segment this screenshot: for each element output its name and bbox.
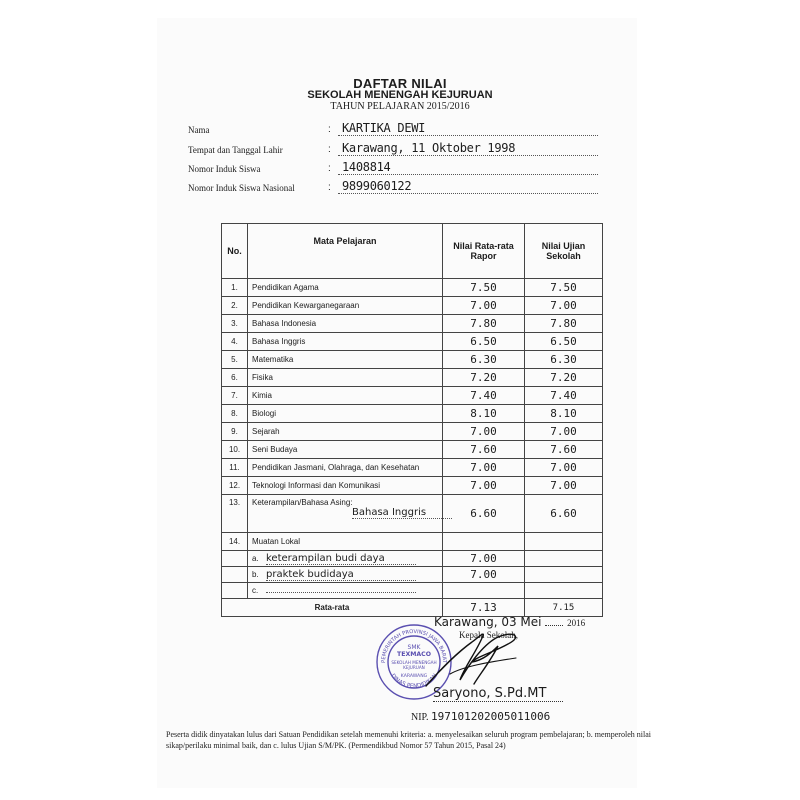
table-row [222, 387, 603, 405]
table-row [222, 441, 603, 459]
identity-value: KARTIKA DEWI [342, 121, 426, 135]
school-year: TAHUN PELAJARAN 2015/2016 [330, 101, 470, 112]
dotted-line [338, 135, 598, 136]
average-rapor: 7.13 [443, 599, 525, 617]
subrow-name: keterampilan budi daya [266, 553, 416, 565]
row-ujian: 7.00 [525, 297, 603, 315]
subrow-name: praktek budidaya [266, 569, 416, 581]
row-rapor-empty [443, 533, 525, 551]
subrow-subject [248, 567, 443, 583]
average-label: Rata-rata [222, 599, 443, 617]
identity-value: 9899060122 [342, 179, 412, 193]
table-row [222, 297, 603, 315]
table-header-row [222, 224, 603, 279]
row-no: 12. [222, 477, 248, 495]
signer-nip [411, 710, 550, 723]
row-ujian: 7.80 [525, 315, 603, 333]
row-no: 13. [222, 495, 248, 533]
table-row [222, 477, 603, 495]
row-subject: Bahasa Indonesia [248, 315, 443, 333]
subrow-letter: c. [252, 586, 259, 595]
row-ujian: 8.10 [525, 405, 603, 423]
row-ujian: 7.00 [525, 459, 603, 477]
row-no-empty [222, 567, 248, 583]
row-no: 8. [222, 405, 248, 423]
row-subject: Pendidikan Jasmani, Olahraga, dan Kesehatan [248, 459, 443, 477]
table-row-14 [222, 533, 603, 551]
subrow-subject [248, 583, 443, 599]
subrow-ujian [525, 583, 603, 599]
row-subject: Matematika [248, 351, 443, 369]
row-ujian: 6.60 [525, 495, 603, 533]
header-ujian: Nilai Ujian Sekolah [525, 224, 603, 279]
footer-note: Peserta didik dinyatakan lulus dari Satuan Pendidikan setelah memenuhi kriteria: a. menyelesaikan seluruh program pembelajaran; b. memperoleh nilai sikap/perilaku minimal baik, dan c. lulus Ujian S/M/PK. (Permendikbud Nomor 57 Tahun 2015, Pasal 24) [166, 730, 651, 750]
row-ujian: 6.50 [525, 333, 603, 351]
school-type: SEKOLAH MENENGAH KEJURUAN [307, 89, 493, 101]
row-ujian: 6.30 [525, 351, 603, 369]
table-row [222, 369, 603, 387]
average-ujian: 7.15 [525, 599, 603, 617]
row-subject-detail [252, 507, 442, 519]
row-subject-label: Keterampilan/Bahasa Asing: [252, 498, 353, 507]
row-no: 7. [222, 387, 248, 405]
row-no: 5. [222, 351, 248, 369]
subrow-name [266, 592, 416, 593]
identity-label: Nomor Induk Siswa Nasional [188, 183, 295, 193]
colon: : [328, 124, 331, 135]
row-ujian: 7.60 [525, 441, 603, 459]
identity-birth [188, 141, 598, 159]
row-ujian: 7.40 [525, 387, 603, 405]
row-rapor: 6.30 [443, 351, 525, 369]
identity-value: 1408814 [342, 160, 391, 174]
table-row [222, 315, 603, 333]
row-rapor: 7.20 [443, 369, 525, 387]
colon: : [328, 182, 331, 193]
table-row [222, 459, 603, 477]
row-subject: Seni Budaya [248, 441, 443, 459]
table-subrow [222, 583, 603, 599]
row-no: 4. [222, 333, 248, 351]
stamp-line-5: KARAWANG [400, 674, 428, 679]
foreign-language: Bahasa Inggris [352, 507, 452, 519]
subrow-ujian [525, 567, 603, 583]
row-no: 1. [222, 279, 248, 297]
row-subject: Kimia [248, 387, 443, 405]
dotted-line [338, 174, 598, 175]
table-row [222, 423, 603, 441]
row-no: 11. [222, 459, 248, 477]
row-rapor: 7.40 [443, 387, 525, 405]
table-row [222, 333, 603, 351]
stamp-arc-bottom: DINAS PENDIDIKAN [389, 672, 439, 690]
table-subrow [222, 567, 603, 583]
row-rapor: 7.60 [443, 441, 525, 459]
row-ujian: 7.00 [525, 423, 603, 441]
row-rapor: 7.00 [443, 459, 525, 477]
row-rapor: 7.00 [443, 297, 525, 315]
row-no: 10. [222, 441, 248, 459]
table-row [222, 279, 603, 297]
identity-nis [188, 160, 598, 178]
row-rapor: 7.00 [443, 477, 525, 495]
stamp-line-3: SEKOLAH MENENGAH [391, 660, 437, 665]
header-subject: Mata Pelajaran [248, 224, 443, 279]
row-rapor: 8.10 [443, 405, 525, 423]
identity-label: Nama [188, 125, 210, 135]
stamp-line-1: SMK [407, 644, 421, 651]
header-rapor: Nilai Rata-rata Rapor [443, 224, 525, 279]
average-row [222, 599, 603, 617]
row-subject: Fisika [248, 369, 443, 387]
row-ujian: 7.50 [525, 279, 603, 297]
row-no: 14. [222, 533, 248, 551]
subrow-subject [248, 551, 443, 567]
row-no: 2. [222, 297, 248, 315]
row-ujian: 7.00 [525, 477, 603, 495]
row-rapor: 6.60 [443, 495, 525, 533]
row-subject: Bahasa Inggris [248, 333, 443, 351]
signature-role: Kepala Sekolah, [459, 630, 518, 640]
row-rapor: 7.80 [443, 315, 525, 333]
row-subject: Teknologi Informasi dan Komunikasi [248, 477, 443, 495]
header-no: No. [222, 224, 248, 279]
table-subrow [222, 551, 603, 567]
document-title: DAFTAR NILAI [353, 76, 447, 91]
dotted-line [545, 625, 563, 626]
nip-label: NIP. [411, 712, 429, 723]
subrow-rapor: 7.00 [443, 567, 525, 583]
dotted-line [338, 155, 598, 156]
identity-nisn [188, 179, 598, 197]
place-date: Karawang, 03 Mei [434, 615, 542, 629]
subrow-letter: b. [252, 569, 259, 579]
identity-label: Tempat dan Tanggal Lahir [188, 145, 283, 155]
stamp-line-4: KEJURUAN [403, 665, 425, 670]
identity-label: Nomor Induk Siswa [188, 164, 261, 174]
row-subject: Pendidikan Agama [248, 279, 443, 297]
subrow-rapor: 7.00 [443, 551, 525, 567]
dotted-line [338, 193, 598, 194]
nip-value: 197101202005011006 [431, 710, 551, 723]
row-subject: Pendidikan Kewarganegaraan [248, 297, 443, 315]
table-row [222, 351, 603, 369]
row-no-empty [222, 551, 248, 567]
row-ujian: 7.20 [525, 369, 603, 387]
identity-value: Karawang, 11 Oktober 1998 [342, 141, 516, 155]
grades-table [221, 223, 603, 617]
stamp-line-2: TEXMACO [397, 651, 431, 658]
subrow-rapor [443, 583, 525, 599]
row-rapor: 7.00 [443, 423, 525, 441]
row-no: 9. [222, 423, 248, 441]
row-subject: Biologi [248, 405, 443, 423]
colon: : [328, 163, 331, 174]
row-no-empty [222, 583, 248, 599]
row-subject [248, 495, 443, 533]
table-row-13 [222, 495, 603, 533]
signature-year: 2016 [567, 618, 586, 628]
row-rapor: 7.50 [443, 279, 525, 297]
row-no: 6. [222, 369, 248, 387]
signer-name: Saryono, S.Pd.MT [433, 686, 563, 702]
row-rapor: 6.50 [443, 333, 525, 351]
row-ujian-empty [525, 533, 603, 551]
subrow-letter: a. [252, 553, 259, 563]
identity-name [188, 121, 598, 139]
row-no: 3. [222, 315, 248, 333]
stamp-arc-top: PEMERINTAH PROVINSI JAWA BARAT [380, 628, 448, 664]
table-row [222, 405, 603, 423]
row-subject: Sejarah [248, 423, 443, 441]
row-subject: Muatan Lokal [248, 533, 443, 551]
colon: : [328, 144, 331, 155]
handwritten-signature-icon [420, 622, 530, 694]
subrow-ujian [525, 551, 603, 567]
